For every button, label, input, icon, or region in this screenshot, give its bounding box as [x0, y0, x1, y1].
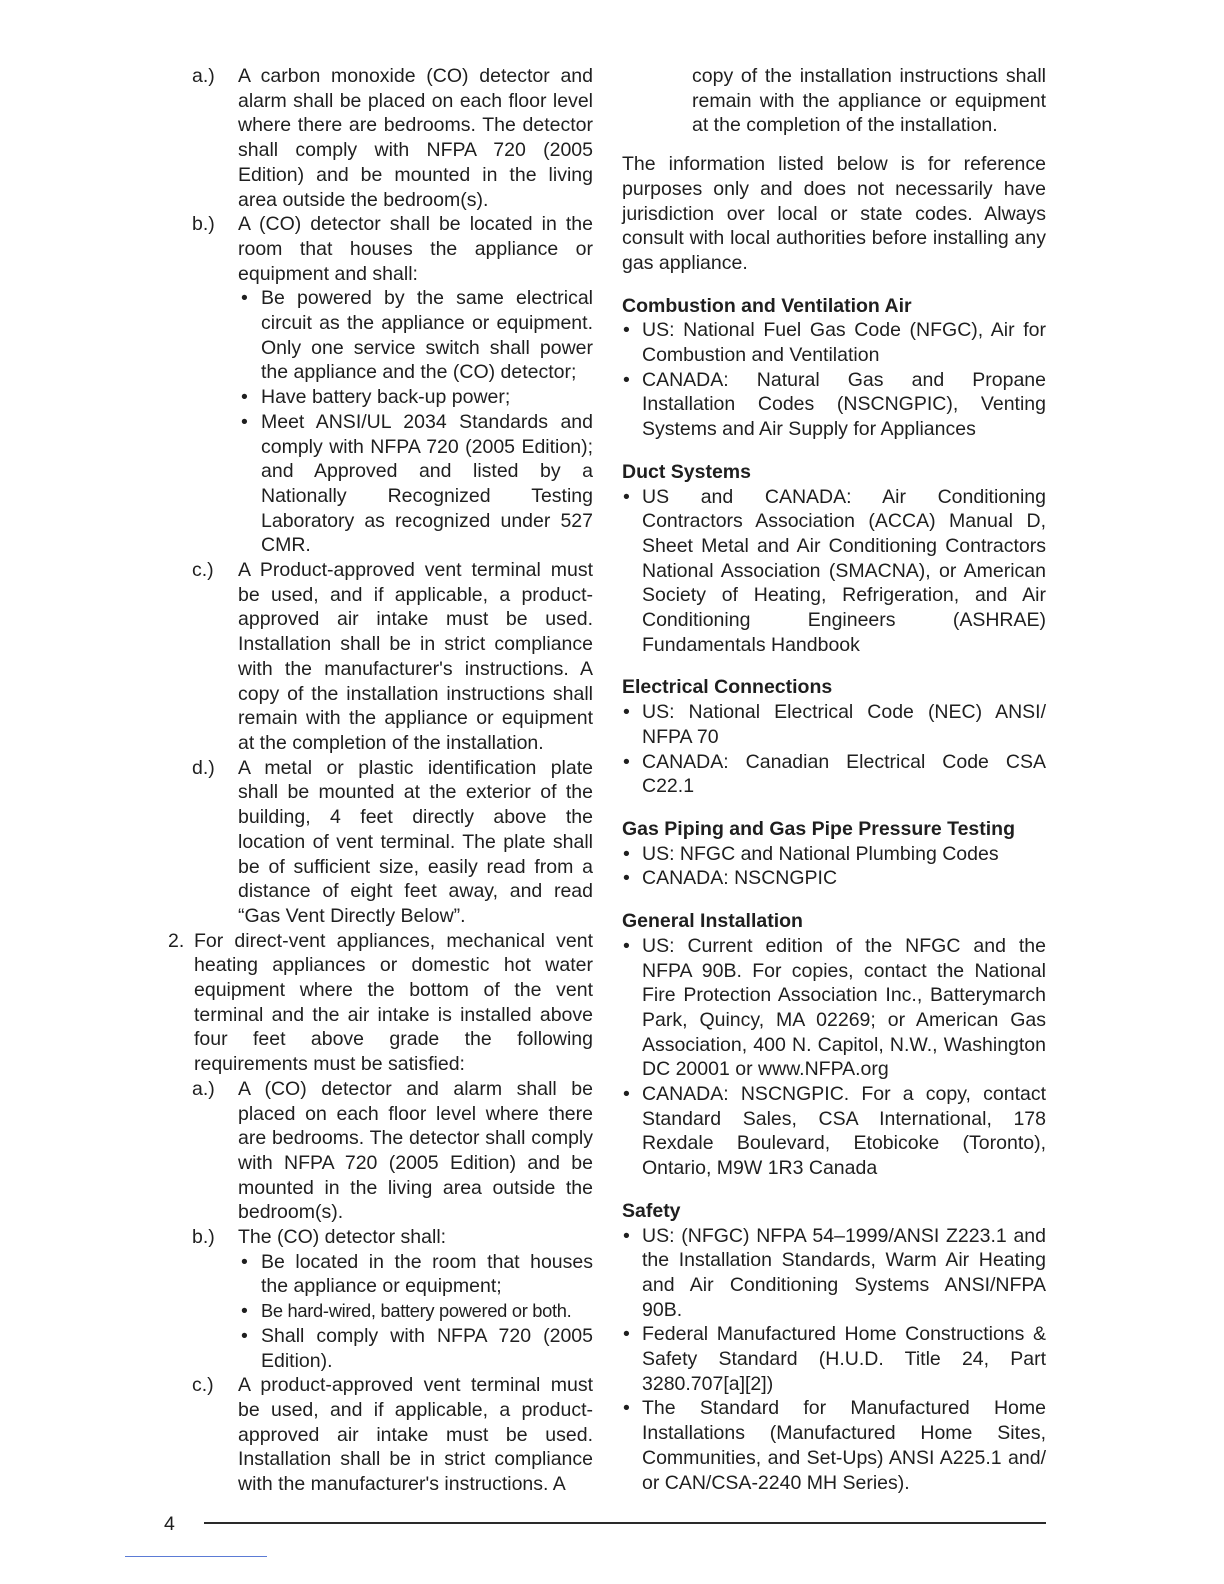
bullet-item — [622, 750, 1046, 799]
section-heading: Gas Piping and Gas Pipe Pressure Testing — [622, 817, 1016, 840]
bullet-item — [622, 700, 1046, 749]
footer-divider — [204, 1522, 1046, 1524]
section-heading: Electrical Connections — [622, 676, 833, 699]
list-item-text: A metal or plastic identification plate shall be mounted at the exterior of the building, 4 feet directly above the location of vent terminal. The plate shall be of sufficient size, easily read from a distance of eight feet away, and read “Gas Vent Directly Below”. — [238, 756, 593, 927]
bullet-text: US: National Fuel Gas Code (NFGC), Air for Combustion and Ventilation — [642, 319, 1046, 367]
list-item-a2 — [164, 1077, 593, 1225]
intro-paragraph: The information listed below is for reference purposes only and does not necessarily have jurisdiction over local or state codes. Always consult with local authorities before installing any gas appliance. — [622, 153, 1046, 274]
bullet-item — [622, 485, 1046, 658]
bullet-text: CANADA: NSCNGPIC — [642, 867, 838, 890]
bullet-item — [622, 1082, 1046, 1181]
list-marker: b.) — [192, 1226, 215, 1249]
bullet-item — [622, 1322, 1046, 1396]
bullet-item — [164, 385, 593, 410]
list-item-d1 — [164, 756, 593, 929]
bullet-icon: • — [241, 287, 248, 310]
section-heading: Combustion and Ventilation Air — [622, 294, 912, 317]
list-marker: b.) — [192, 213, 215, 236]
bullet-icon: • — [241, 1300, 248, 1323]
bullet-item — [622, 934, 1046, 1082]
list-item-b2 — [164, 1225, 593, 1250]
bullet-icon: • — [241, 1250, 248, 1273]
bullet-icon: • — [623, 842, 630, 865]
bullet-text: Be located in the room that houses the appliance or equipment; — [261, 1250, 593, 1298]
bullet-item — [164, 410, 593, 558]
bullet-text: CANADA: Canadian Electrical Code CSA C22.1 — [642, 750, 1046, 798]
section-heading: General Installation — [622, 910, 803, 933]
bullet-item — [164, 1324, 593, 1373]
bullet-item — [622, 866, 1046, 891]
bullet-item — [622, 842, 1046, 867]
page-number: 4 — [164, 1513, 175, 1535]
bullet-text: Be powered by the same electrical circuit as the appliance or equipment. Only one service switch shall power the appliance and the (CO) detector; — [261, 287, 593, 384]
bullet-text: US: NFGC and National Plumbing Codes — [642, 842, 999, 865]
list-item-text: A Product-approved vent terminal must be used, and if applicable, a product-approved air intake must be used. Installation shall be in strict compliance with the manufacturer's instructions. A copy of the installation instructions shall remain with the appliance or equipment at the completion of the installation. — [238, 559, 593, 754]
list-item-a1 — [164, 64, 593, 212]
bullet-icon: • — [623, 934, 630, 957]
bullet-icon: • — [241, 1324, 248, 1347]
list-marker: a.) — [192, 65, 215, 87]
bullet-text: Shall comply with NFPA 720 (2005 Edition). — [261, 1324, 593, 1372]
bullet-icon: • — [241, 386, 248, 409]
right-column — [622, 64, 1046, 1495]
section-heading: Safety — [622, 1199, 681, 1222]
bullet-icon: • — [623, 368, 630, 391]
bullet-text: US: National Electrical Code (NEC) ANSI/ NFPA 70 — [642, 701, 1046, 748]
scan-artifact-line — [125, 1556, 267, 1557]
bullet-text: US and CANADA: Air Conditioning Contractors Association (ACCA) Manual D, Sheet Metal and Air Conditioning Contractors National Association (SMACNA), or American Society of Heating, Refrigeration, and Air Conditioning Engineers (ASHRAE) Fundamentals Handbook — [642, 485, 1046, 656]
list-item-text: A (CO) detector shall be located in the room that houses the appliance or equipment and shall: — [238, 213, 593, 285]
list-marker: c.) — [192, 1374, 214, 1397]
list-marker: 2. — [168, 929, 185, 952]
bullet-icon: • — [623, 1323, 630, 1346]
list-marker: a.) — [192, 1077, 215, 1100]
list-item-text: A product-approved vent terminal must be used, and if applicable, a product-approved air intake must be used. Installation shall be in strict compliance with the manufacturer's instructions. A — [238, 1374, 593, 1496]
list-item-text: The (CO) detector shall: — [238, 1226, 447, 1249]
bullet-icon: • — [623, 1397, 630, 1420]
bullet-item — [622, 368, 1046, 442]
list-marker: c.) — [192, 559, 214, 582]
bullet-item — [622, 1396, 1046, 1495]
bullet-text: US: (NFGC) NFPA 54–1999/ANSI Z223.1 and the Installation Standards, Warm Air Heating and Air Conditioning Systems ANSI/NFPA 90B. — [642, 1224, 1046, 1321]
bullet-text: CANADA: NSCNGPIC. For a copy, contact Standard Sales, CSA International, 178 Rexdale Boulevard, Etobicoke (Toronto), Ontario, M9W 1R3 Canada — [642, 1083, 1046, 1180]
bullet-text: The Standard for Manufactured Home Installations (Manufactured Home Sites, Communities, and Set-Ups) ANSI A225.1 and/ or CAN/CSA-2240 MH Series). — [642, 1397, 1046, 1494]
list-marker: d.) — [192, 756, 215, 779]
bullet-text: Meet ANSI/UL 2034 Standards and comply with NFPA 720 (2005 Edition); and Approved and listed by a Nationally Recognized Testing Laboratory as recognized under 527 CMR. — [261, 410, 593, 557]
bullet-text: Federal Manufactured Home Constructions & Safety Standard (H.U.D. Title 24, Part 3280.707[a][2]) — [642, 1323, 1046, 1395]
bullet-icon: • — [623, 701, 630, 724]
list-item-text: A (CO) detector and alarm shall be placed on each floor level where there are bedrooms. The detector shall comply with NFPA 720 (2005 Edition) and be mounted in the living area outside the bedroom(s). — [238, 1077, 593, 1224]
bullet-item — [164, 1250, 593, 1299]
list-item-text: A carbon monoxide (CO) detector and alarm shall be placed on each floor level where there are bedrooms. The detector shall comply with NFPA 720 (2005 Edition) and be mounted in the living area outside the bedroom(s). — [238, 65, 593, 211]
list-item-c1 — [164, 558, 593, 756]
list-item-text: For direct-vent appliances, mechanical vent heating appliances or domestic hot water equipment where the bottom of the vent terminal and the air intake is installed above four feet above grade the following requirements must be satisfied: — [194, 929, 593, 1076]
bullet-item — [164, 1299, 593, 1324]
bullet-icon: • — [623, 1224, 630, 1247]
list-item-2 — [164, 929, 593, 1077]
bullet-icon: • — [623, 1083, 630, 1106]
bullet-item — [622, 1224, 1046, 1323]
section-heading: Duct Systems — [622, 460, 751, 483]
bullet-text: US: Current edition of the NFGC and the NFPA 90B. For copies, contact the National Fire Protection Association Inc., Batterymarch Park, Quincy, MA 02269; or American Gas Association, 400 N. Capitol, N.W., Washington DC 20001 or www.NFPA.org — [642, 934, 1046, 1081]
bullet-text: Be hard-wired, battery powered or both. — [261, 1300, 572, 1322]
left-column — [164, 64, 593, 1497]
bullet-icon: • — [623, 750, 630, 773]
bullet-icon: • — [623, 867, 630, 890]
bullet-text: CANADA: Natural Gas and Propane Installation Codes (NSCNGPIC), Venting Systems and Air Supply for Appliances — [642, 368, 1046, 441]
bullet-icon: • — [623, 485, 630, 508]
bullet-icon: • — [241, 410, 248, 433]
continuation-text: copy of the installation instructions shall remain with the appliance or equipment at the completion of the installation. — [692, 65, 1046, 137]
bullet-icon: • — [623, 319, 630, 342]
bullet-text: Have battery back-up power; — [261, 386, 511, 409]
bullet-item — [622, 318, 1046, 367]
bullet-item — [164, 286, 593, 385]
list-item-c2 — [164, 1373, 593, 1497]
list-item-b1 — [164, 212, 593, 286]
